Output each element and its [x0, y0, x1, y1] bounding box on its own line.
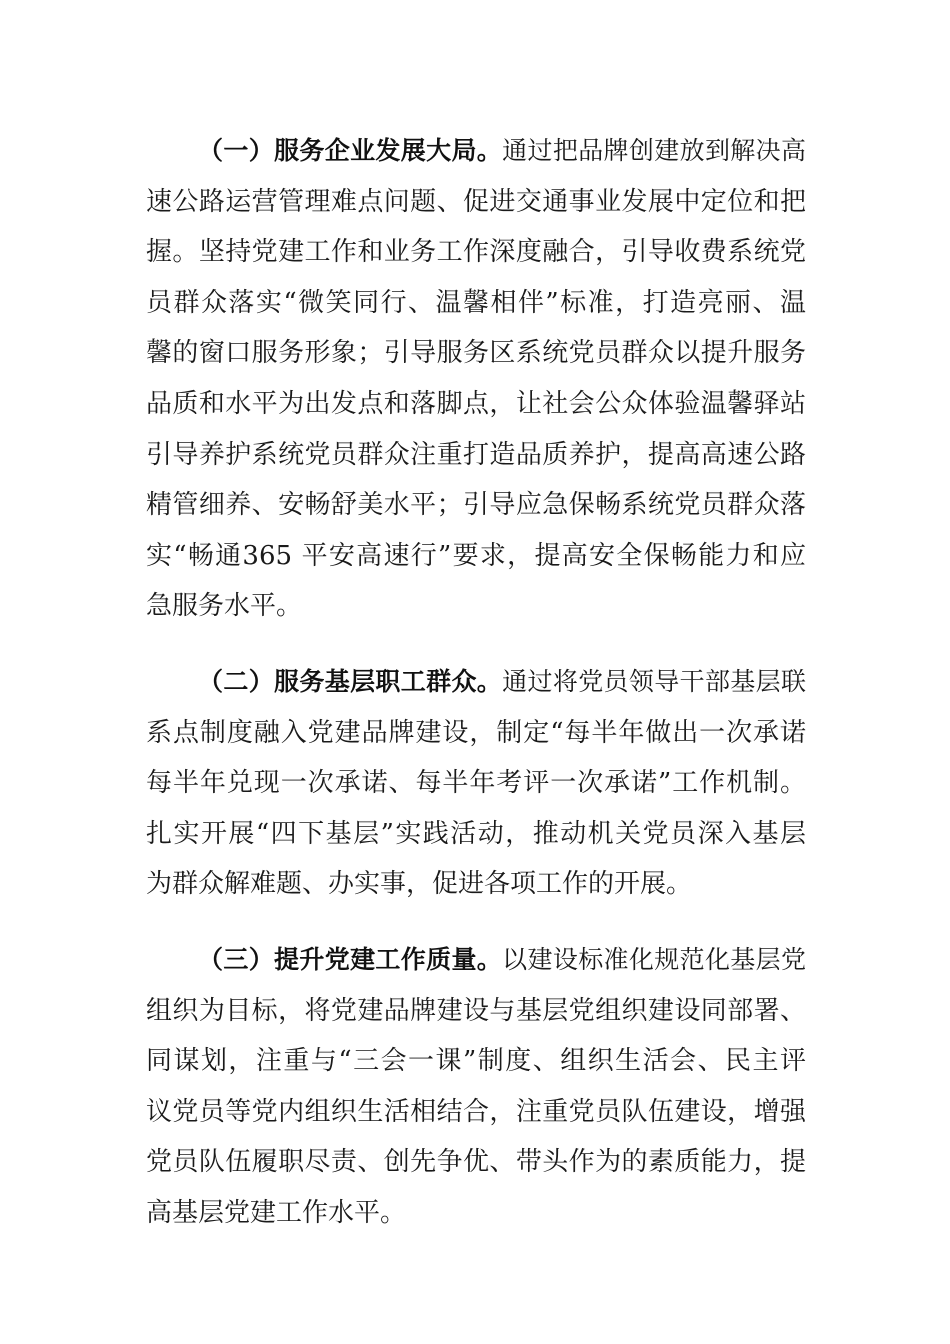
paragraph-gap — [146, 910, 806, 935]
paragraph-heading: （一）服务企业发展大局。 — [198, 136, 503, 165]
paragraph-3 — [146, 935, 806, 1239]
paragraph-line: 速公路运营管理难点问题、促进交通事业发展中定位和把 — [146, 186, 806, 217]
paragraph-gap — [146, 632, 806, 657]
paragraph-line: 品质和水平为出发点和落脚点，让社会公众体验温馨驿站 — [146, 388, 806, 419]
paragraph-heading: （二）服务基层职工群众。 — [198, 666, 503, 696]
paragraph-text: 通过将党员领导干部基层联 — [502, 666, 806, 696]
paragraph-line: 精管细养、安畅舒美水平；引导应急保畅系统党员群众落 — [146, 490, 806, 521]
paragraph-line: 系点制度融入党建品牌建设，制定“每半年做出一次承诺 — [146, 717, 806, 748]
paragraph-line — [146, 126, 806, 177]
paragraph-line: 高基层党建工作水平。 — [146, 1197, 407, 1228]
paragraph-line: 引导养护系统党员群众注重打造品质养护，提高高速公路 — [146, 439, 806, 470]
paragraph-line: 议党员等党内组织生活相结合，注重党员队伍建设，增强 — [146, 1096, 806, 1127]
paragraph-line: 为群众解难题、办实事，促进各项工作的开展。 — [146, 869, 693, 900]
paragraph-line: 党员队伍履职尽责、创先争优、带头作为的素质能力，提 — [146, 1147, 806, 1178]
paragraph-line — [146, 935, 806, 986]
paragraph-line: 同谋划，注重与“三会一课”制度、组织生活会、民主评 — [146, 1046, 806, 1077]
paragraph-line: 每半年兑现一次承诺、每半年考评一次承诺”工作机制。 — [146, 768, 806, 799]
paragraph-text: 通过把品牌创建放到解决高 — [502, 136, 806, 165]
document-body — [146, 126, 806, 1238]
paragraph-line — [146, 657, 806, 708]
paragraph-line: 员群众落实“微笑同行、温馨相伴”标准，打造亮丽、温 — [146, 287, 806, 318]
paragraph-1 — [146, 126, 806, 632]
paragraph-line: 扎实开展“四下基层”实践活动，推动机关党员深入基层 — [146, 818, 806, 849]
paragraph-text: 以建设标准化规范化基层党 — [502, 944, 806, 974]
paragraph-line: 组织为目标，将党建品牌建设与基层党组织建设同部署、 — [146, 995, 806, 1026]
paragraph-line: 急服务水平。 — [146, 591, 303, 622]
paragraph-line: 馨的窗口服务形象；引导服务区系统党员群众以提升服务 — [146, 338, 806, 369]
paragraph-2 — [146, 657, 806, 910]
paragraph-line: 实“畅通365 平安高速行”要求，提高安全保畅能力和应 — [146, 540, 806, 571]
paragraph-line: 握。坚持党建工作和业务工作深度融合，引导收费系统党 — [146, 237, 806, 268]
paragraph-heading: （三）提升党建工作质量。 — [198, 944, 503, 974]
